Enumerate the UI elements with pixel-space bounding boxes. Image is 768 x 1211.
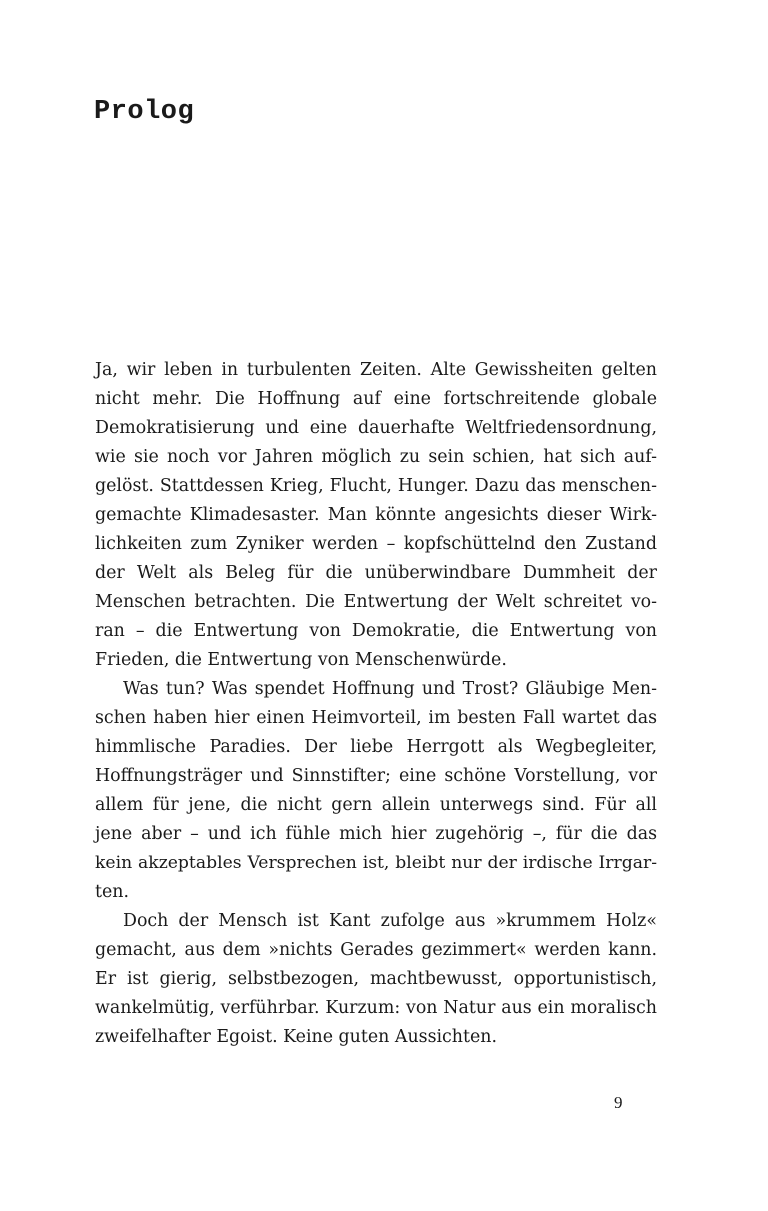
text-line: Menschen betrachten. Die Entwertung der Welt schreitet vo- <box>95 592 657 612</box>
paragraph <box>95 675 657 907</box>
text-line: gemachte Klimadesaster. Man könnte angesichts dieser Wirk- <box>95 505 657 525</box>
text-line: Er ist gierig, selbstbezogen, machtbewusst, opportunistisch, <box>95 969 657 989</box>
text-line: ran – die Entwertung von Demokratie, die Entwertung von <box>95 621 657 641</box>
text-line: zweifelhafter Egoist. Keine guten Aussichten. <box>95 1027 498 1047</box>
text-line: Was tun? Was spendet Hoffnung und Trost? Gläubige Men- <box>123 679 657 699</box>
text-line: nicht mehr. Die Hoffnung auf eine fortschreitende globale <box>95 389 657 409</box>
text-line: Demokratisierung und eine dauerhafte Weltfriedensordnung, <box>95 418 657 438</box>
text-line: lichkeiten zum Zyniker werden – kopfschüttelnd den Zustand <box>95 534 657 554</box>
body-text <box>95 356 657 1052</box>
text-line: schen haben hier einen Heimvorteil, im besten Fall wartet das <box>95 708 657 728</box>
text-line: gelöst. Stattdessen Krieg, Flucht, Hunger. Dazu das menschen- <box>95 476 657 496</box>
text-line: Frieden, die Entwertung von Menschenwürde. <box>95 650 507 670</box>
text-line: der Welt als Beleg für die unüberwindbare Dummheit der <box>95 563 657 583</box>
paragraph <box>95 907 657 1052</box>
text-line: ten. <box>95 882 130 902</box>
text-line: kein akzeptables Versprechen ist, bleibt nur der irdische Irrgar- <box>95 853 657 873</box>
text-line: gemacht, aus dem »nichts Gerades gezimmert« werden kann. <box>95 940 657 960</box>
text-line: Doch der Mensch ist Kant zufolge aus »krummem Holz« <box>123 911 657 931</box>
text-line: jene aber – und ich fühle mich hier zugehörig –, für die das <box>95 824 657 844</box>
text-line: Hoffnungsträger und Sinnstifter; eine schöne Vorstellung, vor <box>95 766 657 786</box>
text-line: wie sie noch vor Jahren möglich zu sein schien, hat sich auf- <box>95 447 657 467</box>
text-line: wankelmütig, verführbar. Kurzum: von Natur aus ein moralisch <box>95 998 657 1018</box>
chapter-title: Prolog <box>94 97 195 127</box>
text-line: Ja, wir leben in turbulenten Zeiten. Alte Gewissheiten gelten <box>95 360 657 380</box>
page-number: 9 <box>614 1093 623 1112</box>
text-line: allem für jene, die nicht gern allein unterwegs sind. Für all <box>95 795 657 815</box>
text-line: himmlische Paradies. Der liebe Herrgott als Wegbegleiter, <box>95 737 657 757</box>
paragraph <box>95 356 657 675</box>
